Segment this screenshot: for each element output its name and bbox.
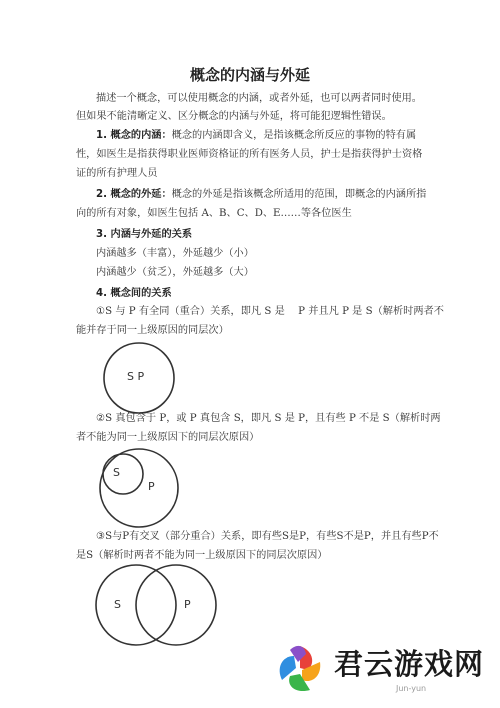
relation-2-line-2: 者不能为同一上级原因下的同层次原因） [76,432,260,443]
intro-line-1: 描述一个概念，可以使用概念的内涵，或者外延，也可以两者同时使用。 [96,93,422,104]
section-2-line-1 [96,188,426,202]
section-3-line-2: 内涵越少（贫乏），外延越多（大） [96,267,254,278]
inclusion-label-p: P [148,480,155,493]
identity-diagram [94,346,184,410]
watermark-logo-icon [272,640,328,696]
section-1-line-2: 性，如医生是指获得职业医师资格证的所有医务人员，护士是指获得护士资格 [76,149,423,160]
identity-diagram-label: S P [127,370,145,383]
watermark-text: 君云游戏网 [334,647,485,681]
section-3-line-1: 内涵越多（丰富），外延越少（小） [96,248,254,259]
section-1-text-1: 概念的内涵即含义，是指该概念所反应的事物的特有属 [171,130,417,141]
section-1-line-1 [96,129,416,143]
relation-2-line-1: ②S 真包含于 P，或 P 真包含 S，即凡 S 是 P，且有些 P 不是 S（解析时两 [96,413,441,424]
section-4-heading: 4. 概念间的关系 [96,288,172,299]
relation-3-line-2: 是S（解析时两者不能为同一上级原因下的同层次原因） [76,550,328,561]
intersection-diagram [96,565,216,649]
section-1-heading: 1. 概念的内涵： [96,130,172,141]
inclusion-diagram [94,450,184,526]
section-2-line-2: 向的所有对象，如医生包括 A、B、C、D、E……等各位医生 [76,208,352,219]
page-title: 概念的内涵与外延 [189,66,310,84]
section-2-heading: 2. 概念的外延： [96,189,172,200]
watermark-subtext: Jun-yun [396,684,427,693]
relation-1-line-2: 能并存于同一上级原因的同层次） [76,325,229,336]
section-1-line-3: 证的所有护理人员 [76,168,158,179]
intro-line-2: 但如果不能清晰定义、区分概念的内涵与外延，将可能犯逻辑性错误。 [76,111,392,122]
inclusion-inner-circle-s [103,454,143,494]
section-2-text-1: 概念的外延是指该概念所适用的范围，即概念的内涵所指 [171,189,427,200]
inclusion-label-s: S [113,466,120,479]
site-watermark [270,640,490,702]
section-3-heading: 3. 内涵与外延的关系 [96,229,193,240]
inclusion-outer-circle-p [100,449,178,527]
relation-3-line-1: ③S与P有交叉（部分重合）关系，即有些S是P，有些S不是P，并且有些P不 [96,531,439,542]
intersection-label-s: S [114,598,121,611]
relation-1-line-1: ①S 与 P 有全同（重合）关系，即凡 S 是 P 并且凡 P 是 S（解析时两者不 [96,306,444,317]
intersection-label-p: P [184,598,191,611]
